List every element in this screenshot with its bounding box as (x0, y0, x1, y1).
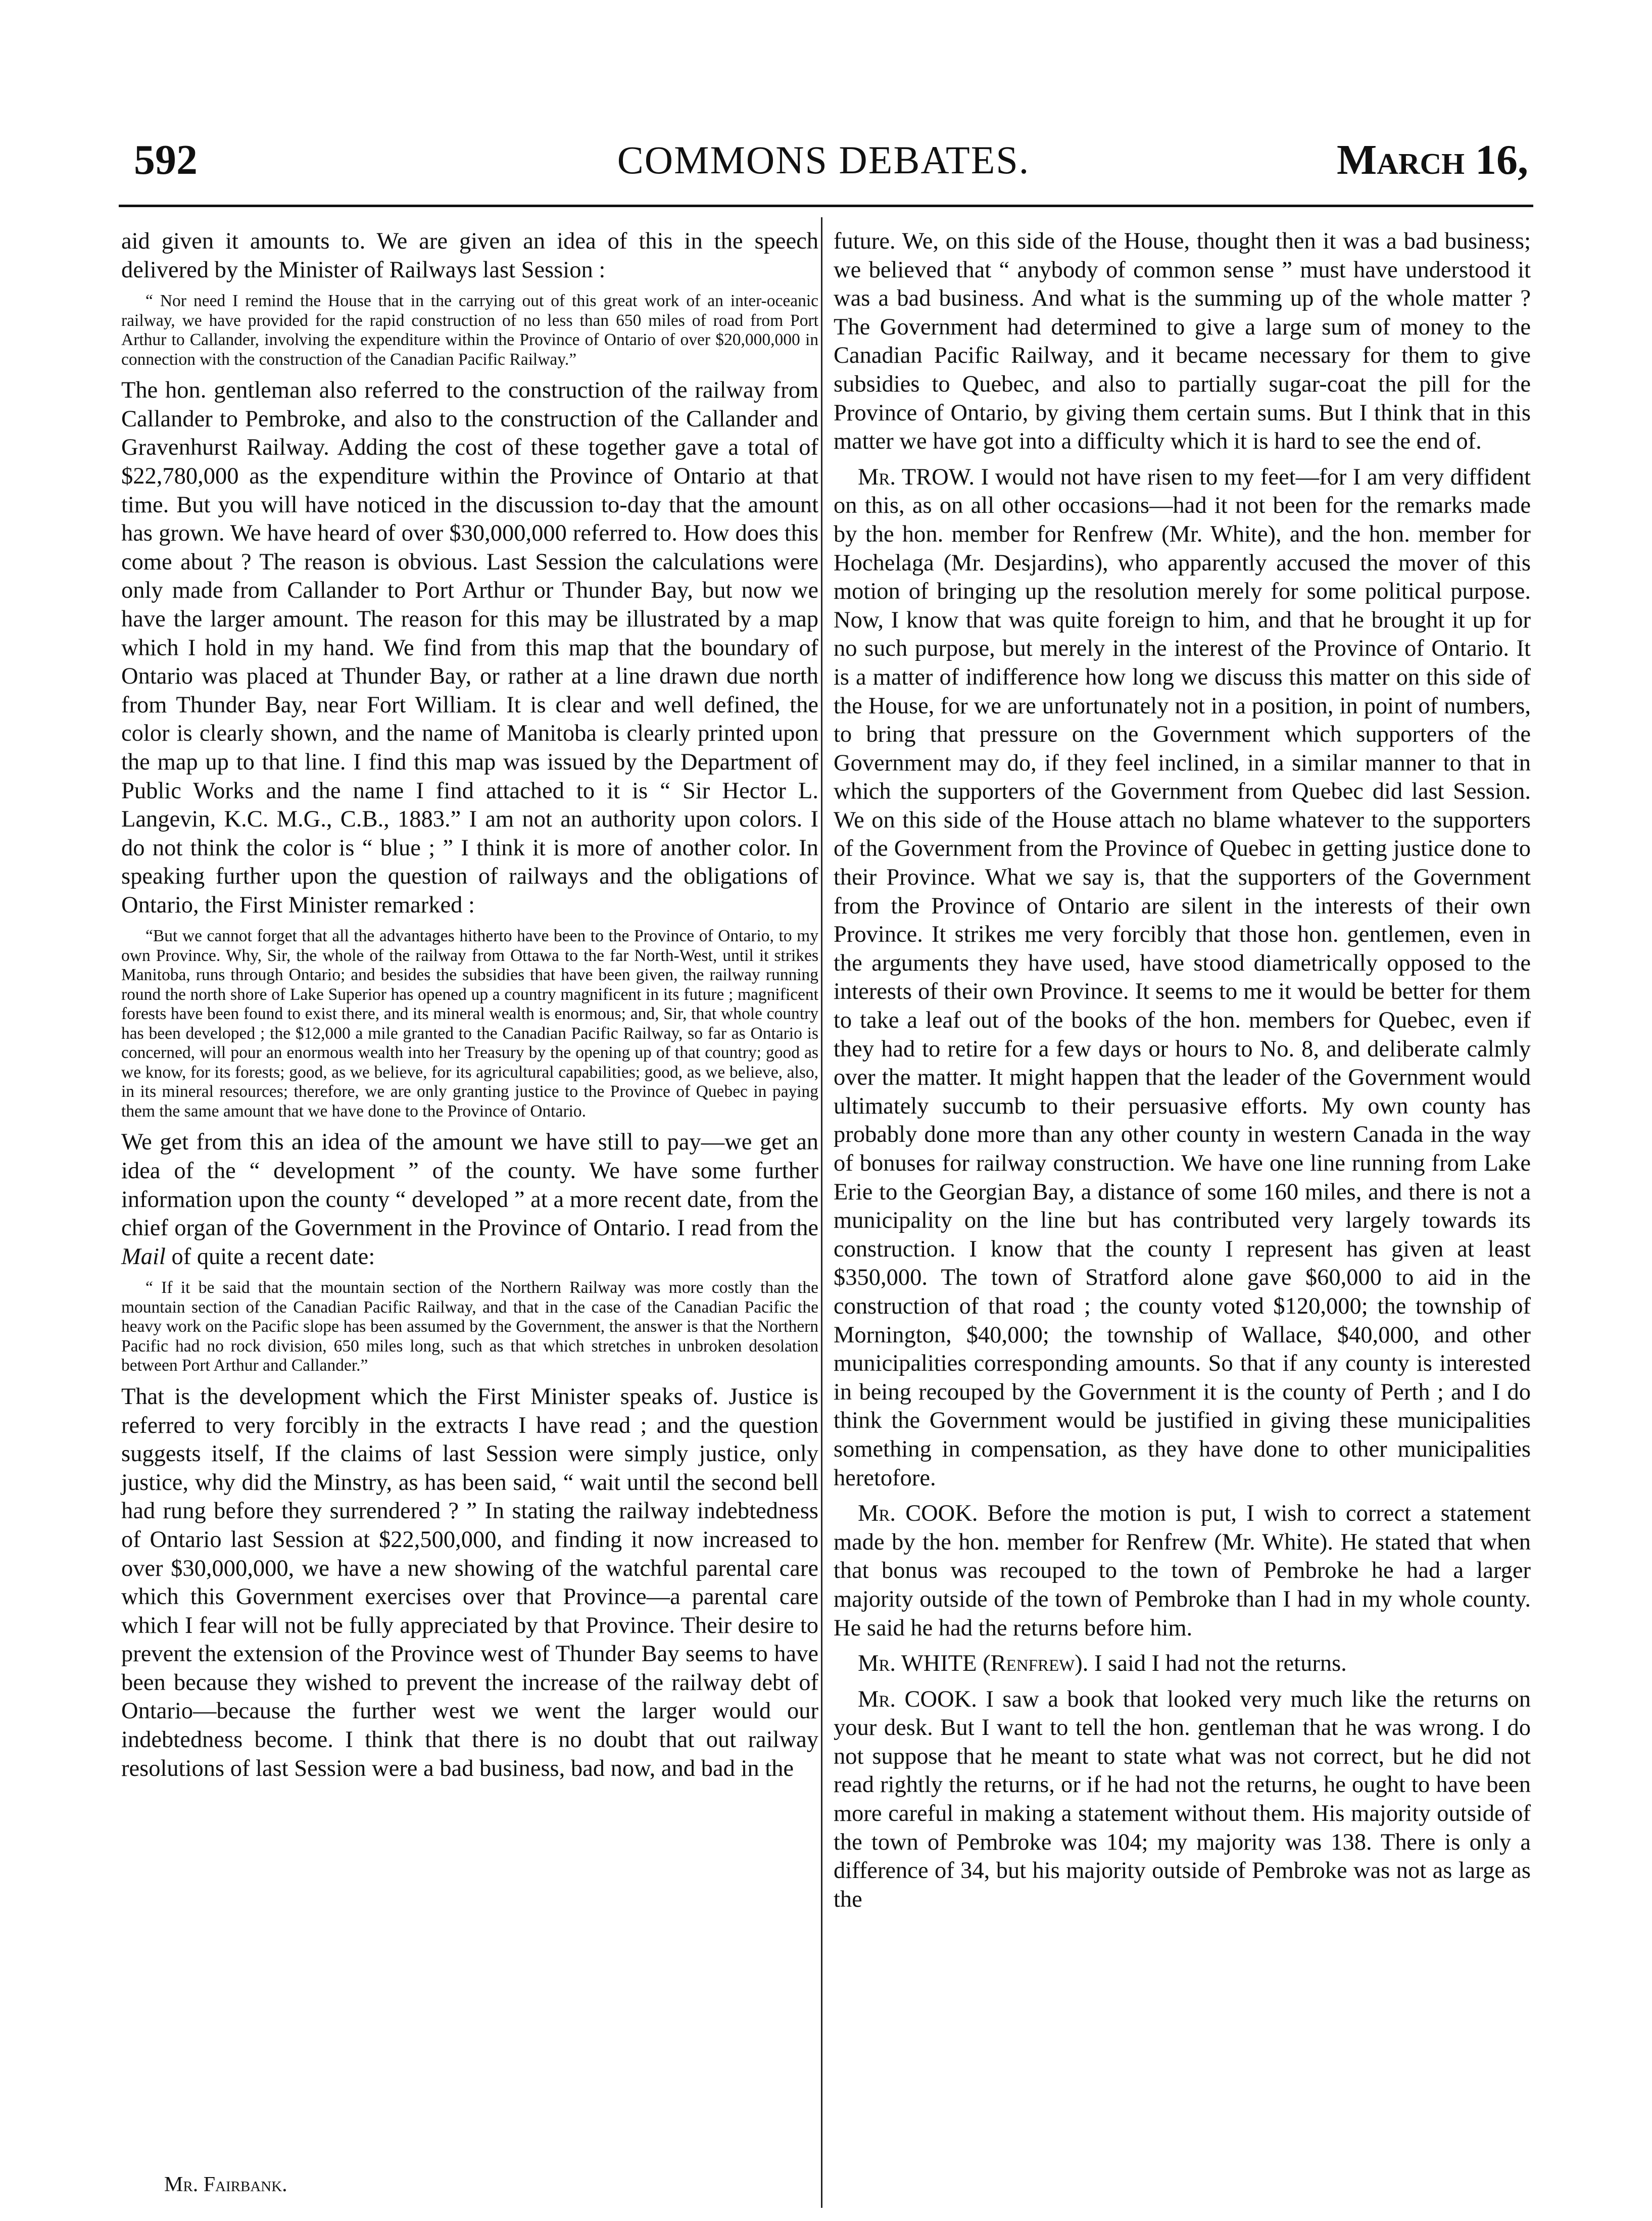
paragraph (834, 1685, 1531, 1914)
column-divider (821, 217, 822, 2208)
block-quote: “ If it be said that the mountain section of the Northern Railway was more costly than the mountain section of the Canadian Pacific Railway, and that in the case of the Canadian Pacific the heavy work on the Pacific slope has been assumed by the Government, the answer is that the Northern Pacific had no rock division, 650 miles long, such as that which stretches in unbroken desolation between Port Arthur and Callander.” (121, 1278, 818, 1375)
speaker-name: Mr. TROW. (858, 464, 975, 490)
text-run: I would not have risen to my feet—for I am very diffident on this, as on all other occasions—had it not been for the remarks made by the hon. member for Renfrew (Mr. White), and the hon. member for Hochelaga (Mr. Desjardins), who apparently accused the mover of this motion of bringing up the resolution merely for some political purpose. Now, I know that was quite foreign to him, and that he brought it up for no such purpose, but merely in the interest of the Province of Ontario. It is a matter of indifference how long we discuss this matter on this side of the House, for we are unfortunately not in a position, in point of numbers, to bring that pressure on the Government which supporters of the Government may do, if they feel inclined, in a similar manner to that in which the supporters of the Government from Quebec did last Session. We on this side of the House attach no blame whatever to the supporters of the Government from the Province of Quebec in getting justice done to their Province. What we say is, that the supporters of the Government from the Province of Ontario are silent in the interests of their own Province. It strikes me very forcibly that those hon. gentlemen, even in the arguments they have used, have stood diametrically opposed to the interests of their own Province. It seems to me it would be better for them to take a leaf out of the books of the hon. members for Quebec, even if they had to retire for a few days or hours to No. 8, and deliberate calmly over the matter. It might happen that the leader of the Government would ultimately succumb to their persuasive efforts. My own county has probably done more than any other county in western Canada in the way of bonuses for railway construction. We have one line running from Lake Erie to the Georgian Bay, a distance of some 160 miles, and there is not a municipality on the line but has contributed very largely towards its construction. I know that the county I represent has given at least $350,000. The town of Stratford alone gave $60,000 to aid in the construction of that road ; the county voted $120,000; the township of Mornington, $40,000; the township of Wallace, $40,000, and other municipalities corresponding amounts. So that if any county is interested in being recouped by the Government it is the county of Perth ; and I do think the Government would be justified in giving these municipalities something in compensation, as they have done to other municipalities heretofore. (834, 464, 1531, 1491)
paragraph (834, 463, 1531, 1492)
header-rule (119, 205, 1533, 207)
text-run: I saw a book that looked very much like the returns on your desk. But I want to tell the hon. gentleman that he was wrong. I do not suppose that he meant to state what was not correct, but he did not read rightly the returns, or if he had not the returns, he ought to have been more careful in making a statement without them. His majority outside of the town of Pembroke was 104; my majority was 138. There is only a difference of 34, but his majority outside of Pembroke was not as large as the (834, 1686, 1531, 1912)
paragraph (834, 1500, 1531, 1643)
paragraph: The hon. gentleman also referred to the construction of the railway from Callander to Pembroke, and also to the construction of the Callander and Gravenhurst Railway. Adding the cost of these together gave a total of $22,780,000 as the expenditure within the Province of Ontario at that time. But you will have noticed in the discussion to-day that the amount has grown. We have heard of over $30,000,000 referred to. How does this come about ? The reason is obvious. Last Session the calculations were only made from Callander to Port Arthur or Thunder Bay, but now we have the larger amount. The reason for this may be illustrated by a map which I hold in my hand. We find from this map that the boundary of Ontario was placed at Thunder Bay, or rather at a line drawn due north from Thunder Bay, near Fort William. It is clear and well defined, the color is clearly shown, and the name of Manitoba is clearly printed upon the map up to that line. I find this map was issued by the Department of Public Works and the name I find attached to it is “ Sir Hector L. Langevin, K.C. M.G., C.B., 1883.” I am not an authority upon colors. I do not think the color is “ blue ; ” I think it is more of another color. In speaking further upon the question of railways and the obligations of Ontario, the First Minister remarked : (121, 377, 818, 918)
left-column (121, 227, 818, 1790)
speaker-name: Mr. COOK. (858, 1501, 978, 1527)
block-quote: “But we cannot forget that all the advantages hitherto have been to the Province of Ontario, to my own Province. Why, Sir, the whole of the railway from Ottawa to the far North-West, until it strikes Manitoba, runs through Ontario; and besides the subsidies that have been given, the railway running round the north shore of Lake Superior has opened up a country magnificent in its future ; magnificent forests have been found to exist there, and its mineral wealth is enormous; and, Sir, that whole country has been developed ; the $12,000 a mile granted to the Canadian Pacific Railway, so far as Ontario is concerned, will pour an enormous wealth into her Treasury by the opening up of that country; good as we know, for its forests; good, as we believe, for its agricultural capabilities; good, as we believe, also, in its mineral resources; therefore, we are only granting justice to the Province of Quebec in paying them the same amount that we have done to the Province of Ontario. (121, 927, 818, 1121)
right-column (834, 227, 1531, 1921)
newspaper-name: Mail (121, 1243, 166, 1270)
block-quote: “ Nor need I remind the House that in the carrying out of this great work of an inter-oceanic railway, we have provided for the rapid construction of no less than 650 miles of road from Port Arthur to Callander, involving the expenditure within the Province of Ontario of over $20,000,000 in connection with the construction of the Canadian Pacific Railway.” (121, 292, 818, 369)
text-run: of quite a recent date: (165, 1243, 375, 1270)
paragraph: aid given it amounts to. We are given an idea of this in the speech delivered by the Minister of Railways last Session : (121, 228, 818, 283)
page-header (114, 135, 1533, 196)
text-run: We get from this an idea of the amount we have still to pay—we get an idea of the “ development ” of the county. We have some further information upon the county “ developed ” at a more recent date, from the chief organ of the Government in the Province of Ontario. I read from the (121, 1129, 818, 1241)
text-run: I said I had not the returns. (1088, 1651, 1347, 1677)
paragraph (834, 1650, 1531, 1678)
page-number: 592 (134, 136, 198, 183)
speaker-name: Mr. COOK. (858, 1686, 977, 1712)
speaker-name: Mr. WHITE (Renfrew). (858, 1651, 1089, 1677)
running-title: COMMONS DEBATES. (617, 138, 1030, 182)
text-run: Before the motion is put, I wish to correct a statement made by the hon. member for Renfrew (Mr. White). He stated that when that bonus was recouped to the town of Pembroke he had a larger majority outside of the town of Pembroke than I had in my whole county. He said he had the returns before him. (834, 1501, 1531, 1641)
footer-speaker: Mr. Fairbank. (164, 2173, 287, 2196)
paragraph: That is the development which the First Minister speaks of. Justice is referred to very forcibly in the extracts I have read ; and the question suggests itself, If the claims of last Session were simply justice, only justice, why did the Minstry, as has been said, “ wait until the second bell had rung before they surrendered ? ” In stating the railway indebtedness of Ontario last Session at $22,500,000, and finding it now increased to over $30,000,000, we have a new showing of the watchful parental care which this Government exercises over that Province—a parental care which I fear will not be fully appreciated by that Province. Their desire to prevent the extension of the Province west of Thunder Bay seems to have been because they wished to prevent the increase of the railway debt of Ontario—because the further west we went the larger would our indebtedness become. I think that there is no doubt that out railway resolutions of last Session were a bad business, bad now, and bad in the (121, 1383, 818, 1781)
header-date: March 16, (1337, 136, 1528, 183)
paragraph: future. We, on this side of the House, thought then it was a bad business; we believed that “ anybody of common sense ” must have understood it was a bad business. And what is the summing up of the whole matter ? The Government had determined to give a large sum of money to the Canadian Pacific Railway, and it became necessary for them to give subsidies to Quebec, and also to partially sugar-coat the pill for the Province of Ontario, by giving them certain sums. But I think that in this matter we have got into a difficulty which it is hard to see the end of. (834, 228, 1531, 455)
paragraph (121, 1128, 818, 1271)
